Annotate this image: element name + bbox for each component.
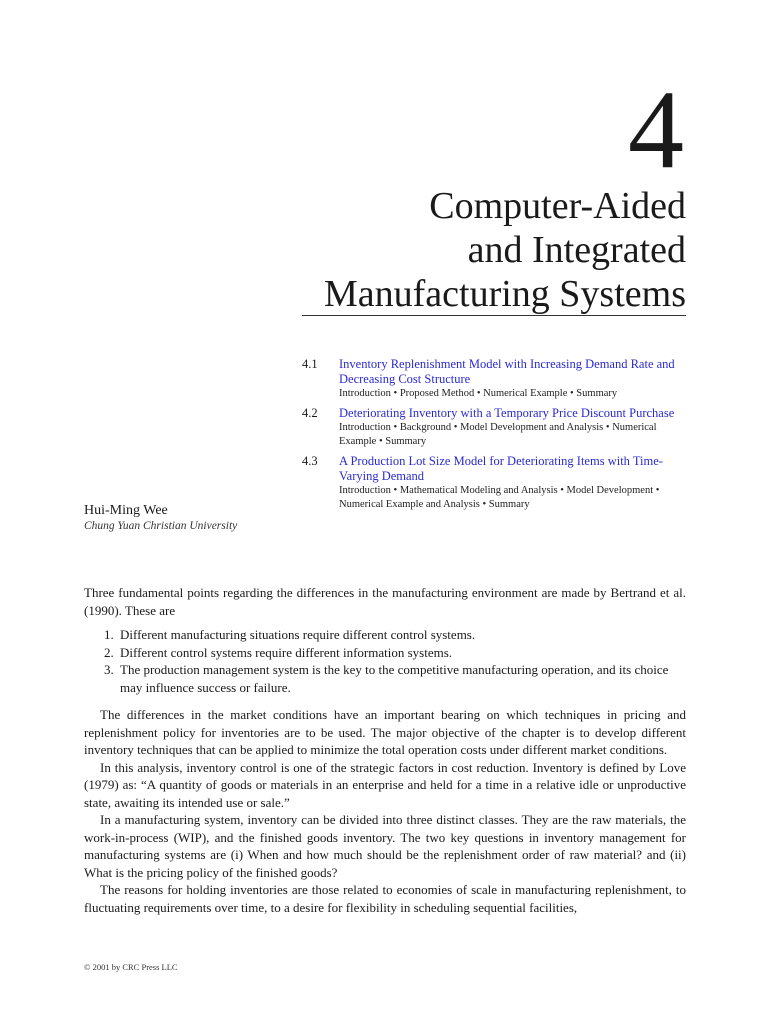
toc-section-number: 4.1 xyxy=(302,357,318,371)
list-item-text: The production management system is the key to the competitive manufacturing operation, and its choice may influence success or failure. xyxy=(120,662,669,695)
toc-section-link[interactable]: A Production Lot Size Model for Deteriorating Items with Time-Varying Demand xyxy=(339,453,663,483)
chapter-title-line: and Integrated xyxy=(467,229,686,271)
body-paragraph: In a manufacturing system, inventory can be divided into three distinct classes. They are the raw materials, the work-in-process (WIP), and the finished goods inventory. The two key questions in inventory management for manufacturing systems are (i) When and how much should be the replenishment order of raw material? and (ii) What is the pricing policy of the finished goods? xyxy=(84,812,686,880)
toc-section-link[interactable]: Deteriorating Inventory with a Temporary Price Discount Purchase xyxy=(339,405,675,420)
title-divider xyxy=(302,315,686,316)
chapter-title-line: Manufacturing Systems xyxy=(323,273,686,315)
body-text xyxy=(84,584,686,916)
numbered-list xyxy=(84,626,686,696)
toc-section-number: 4.3 xyxy=(302,453,318,468)
list-item xyxy=(84,626,686,644)
toc-section-link[interactable]: Inventory Replenishment Model with Increasing Demand Rate and Decreasing Cost Structure xyxy=(339,357,675,386)
body-paragraph: The reasons for holding inventories are those related to economies of scale in manufacturing replenishment, to fluctuating requirements over time, to a desire for flexibility in scheduling sequential facilities, xyxy=(84,882,686,915)
author-name: Hui-Ming Wee xyxy=(84,503,168,518)
chapter-number: 4 xyxy=(628,68,684,192)
list-item xyxy=(84,644,686,662)
list-item xyxy=(84,661,686,696)
list-item-number: 3. xyxy=(104,662,114,677)
toc-section-number: 4.2 xyxy=(302,405,318,420)
intro-paragraph: Three fundamental points regarding the differences in the manufacturing environment are made by Bertrand et al. (1990). These are xyxy=(84,585,686,618)
author-affiliation: Chung Yuan Christian University xyxy=(84,520,238,532)
list-item-text: Different manufacturing situations require different control systems. xyxy=(120,627,476,642)
toc-subsections: Introduction • Proposed Method • Numerical Example • Summary xyxy=(339,388,618,399)
table-of-contents xyxy=(302,357,692,517)
toc-entry xyxy=(302,357,692,402)
toc-entry xyxy=(302,454,692,513)
toc-entry xyxy=(302,406,692,450)
toc-subsections: Introduction • Background • Model Development and Analysis • Numerical Example • Summary xyxy=(339,421,657,447)
list-item-number: 1. xyxy=(104,627,114,642)
toc-subsections: Introduction • Mathematical Modeling and Analysis • Model Development • Numerical Example and Analysis • Summary xyxy=(339,484,660,510)
chapter-title xyxy=(266,184,686,316)
list-item-number: 2. xyxy=(104,644,114,660)
body-paragraph: The differences in the market conditions have an important bearing on which techniques in pricing and replenishment policy for inventories are to be used. The major objective of the chapter is to develop different inventory techniques that can be applied to minimize the total operation costs under different market conditions. xyxy=(84,707,686,757)
chapter-title-line: Computer-Aided xyxy=(429,185,686,227)
author-block xyxy=(84,502,237,534)
copyright-notice: © 2001 by CRC Press LLC xyxy=(84,962,178,972)
list-item-text: Different control systems require different information systems. xyxy=(120,644,453,660)
body-paragraph: In this analysis, inventory control is one of the strategic factors in cost reduction. Inventory is defined by Love (1979) as: “A quantity of goods or materials in an enterprise and held for a time in a relative idle or unproductive state, awaiting its intended use or sale.” xyxy=(84,759,686,810)
